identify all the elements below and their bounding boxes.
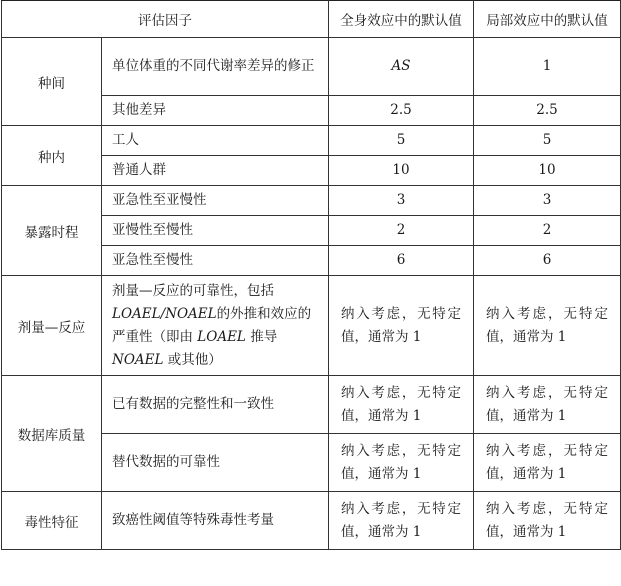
local-value: 5 [474, 126, 621, 156]
local-value: 2 [474, 216, 621, 246]
header-systemic: 全身效应中的默认值 [329, 1, 474, 38]
uncertainty-factor-table [1, 0, 621, 550]
local-value: 1 [474, 38, 621, 96]
table-row [2, 276, 621, 376]
systemic-value: 3 [329, 186, 474, 216]
factor-interspecies: 种间 [2, 38, 102, 126]
factor-intraspecies: 种内 [2, 126, 102, 186]
systemic-value: AS [329, 38, 474, 96]
row-description: 亚急性至亚慢性 [102, 186, 329, 216]
table-row [2, 186, 621, 216]
table-row [2, 376, 621, 434]
factor-toxicity-profile: 毒性特征 [2, 492, 102, 550]
local-value: 10 [474, 156, 621, 186]
factor-dose-response: 剂量—反应 [2, 276, 102, 376]
row-description: 普通人群 [102, 156, 329, 186]
systemic-value: 2.5 [329, 96, 474, 126]
row-description: 亚急性至慢性 [102, 246, 329, 276]
systemic-value: 纳入考虑，无特定值，通常为 1 [329, 376, 474, 434]
row-description: 替代数据的可靠性 [102, 434, 329, 492]
local-value: 3 [474, 186, 621, 216]
desc-term: LOAEL [197, 328, 246, 345]
factor-exposure-duration: 暴露时程 [2, 186, 102, 276]
local-value: 6 [474, 246, 621, 276]
systemic-value: 10 [329, 156, 474, 186]
row-description: 单位体重的不同代谢率差异的修正 [102, 38, 329, 96]
systemic-value: 纳入考虑，无特定值，通常为 1 [329, 276, 474, 376]
systemic-value: 5 [329, 126, 474, 156]
row-description: 致癌性阈值等特殊毒性考量 [102, 492, 329, 550]
table-row [2, 126, 621, 156]
header-row [2, 1, 621, 38]
row-description [102, 276, 329, 376]
row-description: 其他差异 [102, 96, 329, 126]
desc-text: 的外推和效应的严重性（即由 [112, 305, 312, 345]
row-description: 工人 [102, 126, 329, 156]
row-description: 亚慢性至慢性 [102, 216, 329, 246]
systemic-value: 2 [329, 216, 474, 246]
systemic-value: 纳入考虑，无特定值，通常为 1 [329, 492, 474, 550]
desc-term: NOAEL [112, 351, 164, 368]
header-local: 局部效应中的默认值 [474, 1, 621, 38]
table-row [2, 38, 621, 96]
systemic-value: 纳入考虑，无特定值，通常为 1 [329, 434, 474, 492]
local-value: 纳入考虑，无特定值，通常为 1 [474, 434, 621, 492]
desc-text: 或其他） [167, 351, 222, 368]
desc-text: 剂量—反应的可靠性，包括 [112, 282, 274, 299]
header-factor: 评估因子 [2, 1, 329, 38]
systemic-value: 6 [329, 246, 474, 276]
local-value: 纳入考虑，无特定值，通常为 1 [474, 276, 621, 376]
local-value: 纳入考虑，无特定值，通常为 1 [474, 492, 621, 550]
desc-term: LOAEL/NOAEL [112, 305, 217, 322]
row-description: 已有数据的完整性和一致性 [102, 376, 329, 434]
local-value: 纳入考虑，无特定值，通常为 1 [474, 376, 621, 434]
table-row [2, 492, 621, 550]
desc-text: 推导 [250, 328, 278, 345]
factor-database-quality: 数据库质量 [2, 376, 102, 492]
local-value: 2.5 [474, 96, 621, 126]
